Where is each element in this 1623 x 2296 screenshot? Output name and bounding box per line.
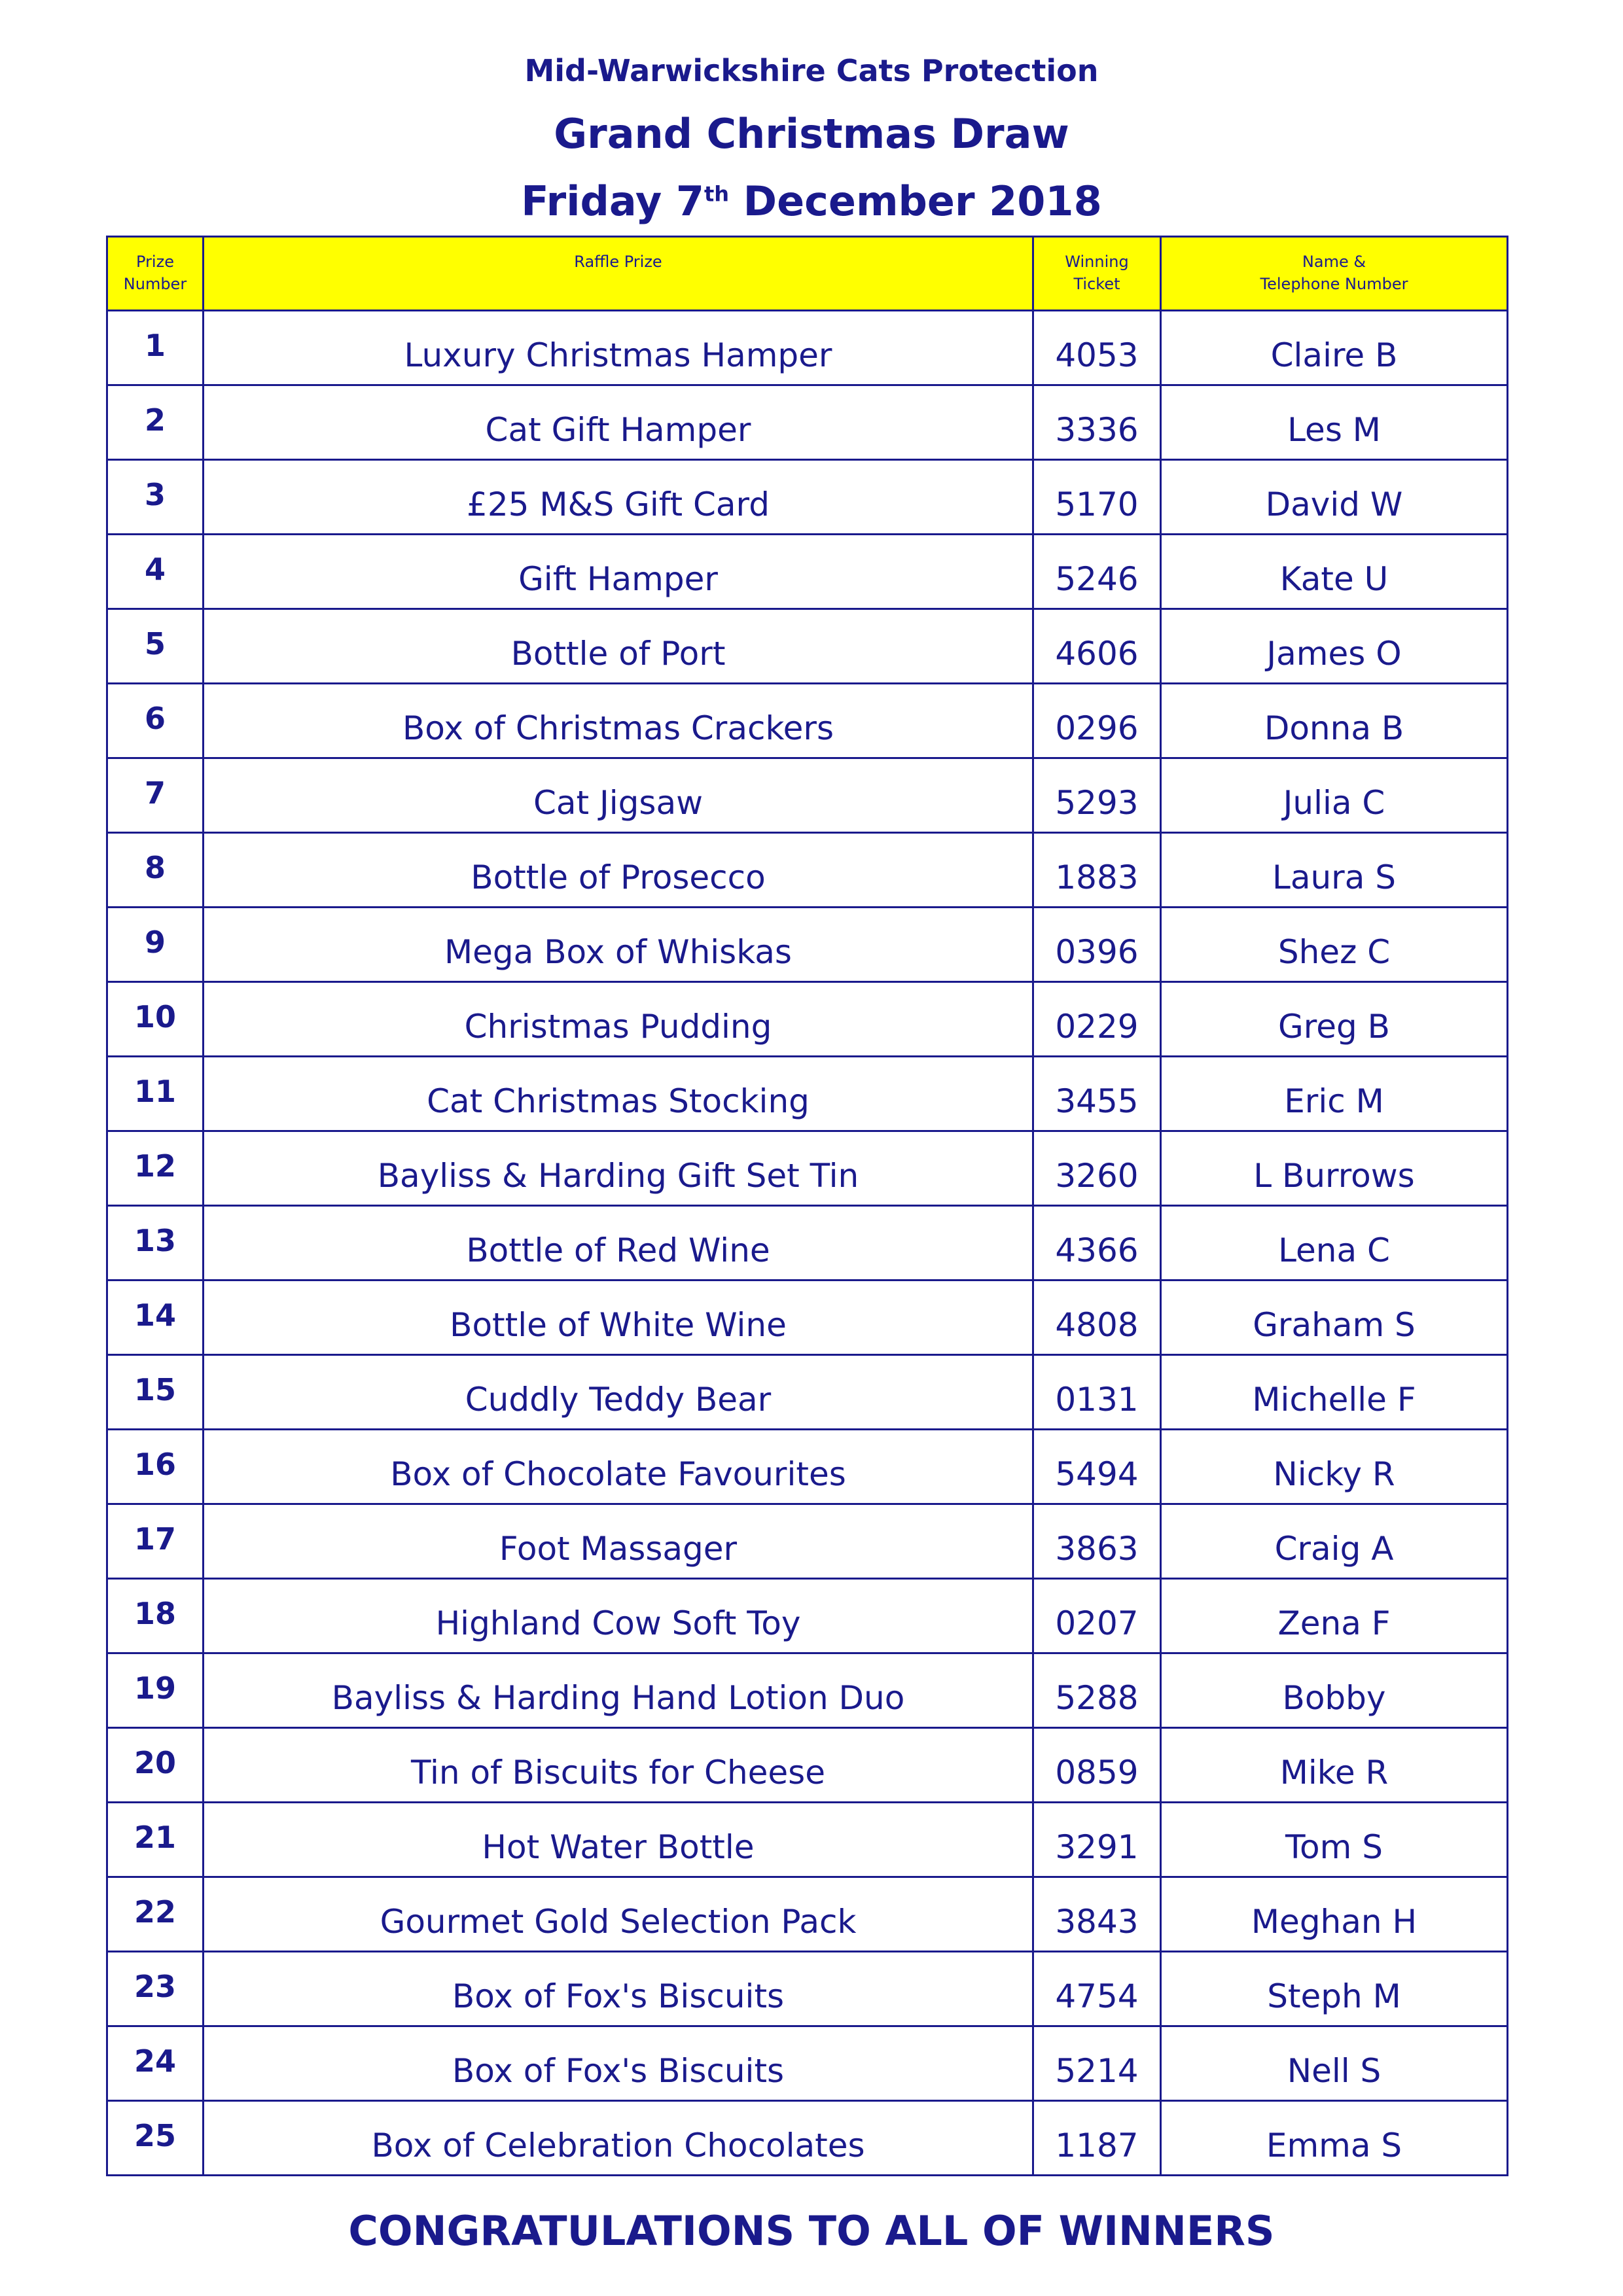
winner-name-cell: Tom S [1161,1803,1508,1877]
column-header-prize-number [107,237,204,311]
table-row [107,460,1508,535]
column-header-line: Ticket [1073,275,1120,293]
prize-number-cell: 12 [107,1131,204,1206]
winning-ticket-cell: 4053 [1033,311,1161,385]
raffle-prize-cell: Gift Hamper [204,535,1033,609]
winner-name-cell: Zena F [1161,1579,1508,1653]
table-row [107,311,1508,385]
winner-name-cell: Craig A [1161,1504,1508,1579]
table-row [107,1877,1508,1952]
winning-ticket-cell: 0131 [1033,1355,1161,1430]
raffle-prize-cell: Highland Cow Soft Toy [204,1579,1033,1653]
prize-number-cell: 11 [107,1057,204,1131]
prize-number-cell: 17 [107,1504,204,1579]
prize-number-cell: 23 [107,1952,204,2026]
raffle-prize-cell: Hot Water Bottle [204,1803,1033,1877]
draw-date [0,175,1623,228]
prize-number-cell: 13 [107,1206,204,1280]
winner-name-cell: Steph M [1161,1952,1508,2026]
table-row [107,1728,1508,1803]
table-row [107,1952,1508,2026]
prize-number-cell: 25 [107,2101,204,2176]
winner-name-cell: Bobby [1161,1653,1508,1728]
draw-title: Grand Christmas Draw [554,110,1069,158]
column-header-line: Name & [1302,253,1366,271]
column-header-raffle-prize: Raffle Prize [204,237,1033,311]
winning-ticket-cell: 3455 [1033,1057,1161,1131]
winner-name-cell: Lena C [1161,1206,1508,1280]
table-row [107,2101,1508,2176]
raffle-prize-cell: Foot Massager [204,1504,1033,1579]
table-row [107,908,1508,982]
table-row [107,1206,1508,1280]
prize-number-cell: 6 [107,684,204,758]
prize-number-cell: 10 [107,982,204,1057]
raffle-prize-cell: Mega Box of Whiskas [204,908,1033,982]
prize-number-cell: 7 [107,758,204,833]
winner-name-cell: Graham S [1161,1280,1508,1355]
prize-number-cell: 3 [107,460,204,535]
table-row [107,1057,1508,1131]
winner-name-cell: Greg B [1161,982,1508,1057]
column-header-line: Telephone Number [1260,275,1408,293]
prize-number-cell: 4 [107,535,204,609]
winner-name-cell: Kate U [1161,535,1508,609]
column-header-winning-ticket [1033,237,1161,311]
winning-ticket-cell: 5288 [1033,1653,1161,1728]
winner-name-cell: Claire B [1161,311,1508,385]
prize-number-cell: 18 [107,1579,204,1653]
raffle-prize-cell: Bottle of Prosecco [204,833,1033,908]
column-header-line: Winning [1065,253,1129,271]
winning-ticket-cell: 3863 [1033,1504,1161,1579]
winning-ticket-cell: 5293 [1033,758,1161,833]
table-row [107,1653,1508,1728]
winner-name-cell: Donna B [1161,684,1508,758]
winner-name-cell: Shez C [1161,908,1508,982]
raffle-prize-cell: Bottle of White Wine [204,1280,1033,1355]
winner-name-cell: David W [1161,460,1508,535]
table-row [107,609,1508,684]
table-row [107,833,1508,908]
table-row [107,535,1508,609]
prize-number-cell: 22 [107,1877,204,1952]
prize-number-cell: 1 [107,311,204,385]
raffle-prize-cell: Box of Fox's Biscuits [204,1952,1033,2026]
winning-ticket-cell: 3336 [1033,385,1161,460]
prize-number-cell: 2 [107,385,204,460]
raffle-prize-cell: Bottle of Port [204,609,1033,684]
winning-ticket-cell: 5170 [1033,460,1161,535]
raffle-prize-cell: Box of Christmas Crackers [204,684,1033,758]
prize-number-cell: 20 [107,1728,204,1803]
winning-ticket-cell: 5494 [1033,1430,1161,1504]
raffle-prize-cell: Tin of Biscuits for Cheese [204,1728,1033,1803]
winning-ticket-cell: 1883 [1033,833,1161,908]
winner-name-cell: Nell S [1161,2026,1508,2101]
winner-rows [107,311,1508,2176]
table-row [107,2026,1508,2101]
table-row [107,1579,1508,1653]
winning-ticket-cell: 4808 [1033,1280,1161,1355]
winning-ticket-cell: 1187 [1033,2101,1161,2176]
raffle-prize-cell: Box of Celebration Chocolates [204,2101,1033,2176]
draw-date-rest: December 2018 [729,177,1102,225]
table-row [107,982,1508,1057]
prize-number-cell: 9 [107,908,204,982]
raffle-prize-cell: Box of Chocolate Favourites [204,1430,1033,1504]
congratulations-message: CONGRATULATIONS TO ALL OF WINNERS [348,2207,1275,2255]
winner-name-cell: Mike R [1161,1728,1508,1803]
winning-ticket-cell: 4606 [1033,609,1161,684]
table-row [107,1504,1508,1579]
winner-name-cell: Julia C [1161,758,1508,833]
prize-number-cell: 5 [107,609,204,684]
winner-name-cell: Les M [1161,385,1508,460]
table-row [107,1280,1508,1355]
prize-number-cell: 8 [107,833,204,908]
winning-ticket-cell: 0207 [1033,1579,1161,1653]
table-row [107,385,1508,460]
prize-number-cell: 21 [107,1803,204,1877]
table-row [107,1131,1508,1206]
column-header-name-phone [1161,237,1508,311]
winner-name-cell: Eric M [1161,1057,1508,1131]
prize-number-cell: 15 [107,1355,204,1430]
raffle-prize-cell: Cat Gift Hamper [204,385,1033,460]
winner-name-cell: James O [1161,609,1508,684]
table-row [107,1355,1508,1430]
winning-ticket-cell: 0859 [1033,1728,1161,1803]
winner-name-cell: Michelle F [1161,1355,1508,1430]
raffle-prize-cell: Christmas Pudding [204,982,1033,1057]
winning-ticket-cell: 3260 [1033,1131,1161,1206]
column-header-line: Prize [136,253,174,271]
draw-date-ordinal: th [704,181,730,207]
winning-ticket-cell: 4366 [1033,1206,1161,1280]
winning-ticket-cell: 0229 [1033,982,1161,1057]
winning-ticket-cell: 5246 [1033,535,1161,609]
draw-date-prefix: Friday 7 [521,177,704,225]
winning-ticket-cell: 0296 [1033,684,1161,758]
organisation-title: Mid-Warwickshire Cats Protection [524,53,1099,88]
winning-ticket-cell: 0396 [1033,908,1161,982]
winner-name-cell: Laura S [1161,833,1508,908]
raffle-prize-cell: Gourmet Gold Selection Pack [204,1877,1033,1952]
prize-number-cell: 19 [107,1653,204,1728]
table-row [107,1803,1508,1877]
winner-name-cell: Meghan H [1161,1877,1508,1952]
winning-ticket-cell: 3291 [1033,1803,1161,1877]
raffle-prize-cell: Bayliss & Harding Gift Set Tin [204,1131,1033,1206]
raffle-prize-cell: £25 M&S Gift Card [204,460,1033,535]
winning-ticket-cell: 3843 [1033,1877,1161,1952]
column-header-line: Number [123,275,187,293]
raffle-prize-cell: Bottle of Red Wine [204,1206,1033,1280]
winner-name-cell: Nicky R [1161,1430,1508,1504]
prize-number-cell: 14 [107,1280,204,1355]
table-header-row [107,237,1508,311]
winners-table [106,236,1508,2176]
raffle-prize-cell: Box of Fox's Biscuits [204,2026,1033,2101]
raffle-prize-cell: Cat Jigsaw [204,758,1033,833]
prize-number-cell: 16 [107,1430,204,1504]
raffle-prize-cell: Cat Christmas Stocking [204,1057,1033,1131]
table-row [107,684,1508,758]
raffle-prize-cell: Cuddly Teddy Bear [204,1355,1033,1430]
raffle-prize-cell: Bayliss & Harding Hand Lotion Duo [204,1653,1033,1728]
winner-name-cell: L Burrows [1161,1131,1508,1206]
prize-number-cell: 24 [107,2026,204,2101]
winning-ticket-cell: 5214 [1033,2026,1161,2101]
winner-name-cell: Emma S [1161,2101,1508,2176]
table-row [107,758,1508,833]
winning-ticket-cell: 4754 [1033,1952,1161,2026]
raffle-prize-cell: Luxury Christmas Hamper [204,311,1033,385]
table-row [107,1430,1508,1504]
